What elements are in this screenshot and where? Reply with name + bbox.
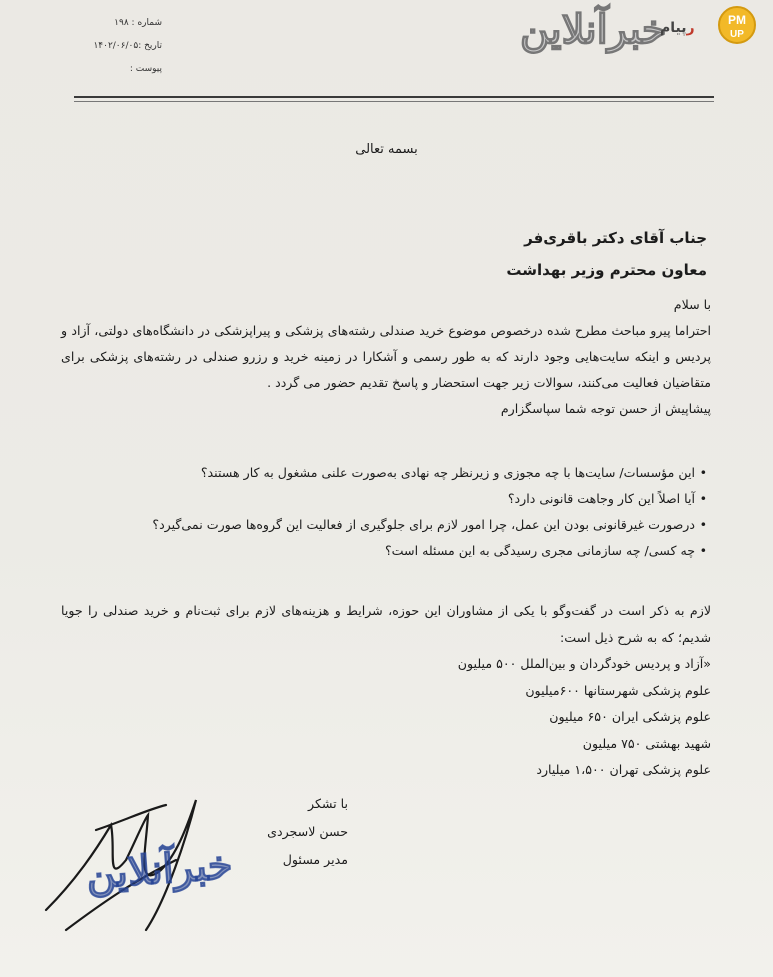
letter-body [61, 292, 711, 422]
price-item: «آزاد و پردیس خودگردان و بین‌الملل ۵۰۰ میلیون [457, 656, 711, 671]
greeting: با سلام [673, 297, 711, 312]
closing-thanks: با تشکر [308, 796, 348, 811]
question-item: • آیا اصلاً این کار وجاهت قانونی دارد؟ [87, 486, 707, 512]
signer-name: حسن لاسجردی [267, 824, 348, 839]
addressee-name: جناب آقای دکتر باقری‌فر [524, 229, 707, 247]
header-divider [74, 96, 714, 102]
question-item: • درصورت غیرقانونی بودن این عمل، چرا امور لازم برای جلوگیری از فعالیت این گروه‌ها صورت نمی‌گیرد؟ [87, 512, 707, 538]
pm-watermark-icon [716, 4, 758, 46]
consultant-paragraph: لازم به ذکر است در گفت‌وگو با یکی از مشاوران این حوزه، شرایط و هزینه‌های لازم برای ثبت‌نام و خرید صندلی را جویا شدیم؛ که به شرح ذیل است: [61, 603, 711, 645]
price-item: علوم پزشکی شهرستانها ۶۰۰میلیون [525, 682, 711, 698]
letterhead-logo [520, 4, 760, 60]
letter-attachment: پیوست : [129, 64, 162, 74]
letter-date: تاریخ :۱۴۰۲/۰۶/۰۵ [93, 41, 162, 51]
svg-text:UP: UP [730, 29, 744, 40]
addressee-block [287, 222, 707, 286]
price-item: علوم پزشکی تهران ۱،۵۰۰ میلیارد [536, 762, 711, 777]
question-item: • این مؤسسات/ سایت‌ها با چه مجوزی و زیرنظر چه نهادی به‌صورت علنی مشغول به کار هستند؟ [87, 460, 707, 486]
question-item: • چه کسی/ چه سازمانی مجری رسیدگی به این مسئله است؟ [87, 538, 707, 564]
body-paragraph: احتراما پیرو مباحث مطرح شده درخصوص موضوع خرید صندلی رشته‌های پزشکی و پیراپزشکی در دانشگاه‌های دولتی، آزاد و پردیس و اینکه سایت‌هایی وجود دارند که به طور رسمی و آشکارا در زمینه خرید و رزرو صندلی در رشته‌های پزشکی برای متقاضیان فعالیت می‌کنند، سوالات زیر جهت استحضار و پاسخ تقدیم حضور می گردد . [61, 323, 711, 390]
price-item: شهید بهشتی ۷۵۰ میلیون [582, 735, 711, 751]
addressee-title: معاون محترم وزیر بهداشت [506, 261, 707, 279]
logo-wordmark: خبرآنلاین [520, 6, 667, 53]
price-list [311, 651, 711, 784]
letter-meta [62, 12, 162, 81]
questions-list [87, 460, 707, 564]
letter-invocation: بسمه تعالی [355, 142, 418, 157]
advance-thanks: پیشاپیش از حسن توجه شما سپاسگزارم [500, 401, 711, 416]
signer-title: مدیر مسئول [282, 852, 348, 867]
letter-number: شماره : ۱۹۸ [114, 18, 162, 28]
price-item: علوم پزشکی ایران ۶۵۰ میلیون [549, 709, 711, 724]
newspaper-stamp: خبرآنلاین [84, 840, 235, 899]
svg-text:PM: PM [728, 13, 746, 27]
logo-tagline: رپیام [660, 20, 695, 36]
